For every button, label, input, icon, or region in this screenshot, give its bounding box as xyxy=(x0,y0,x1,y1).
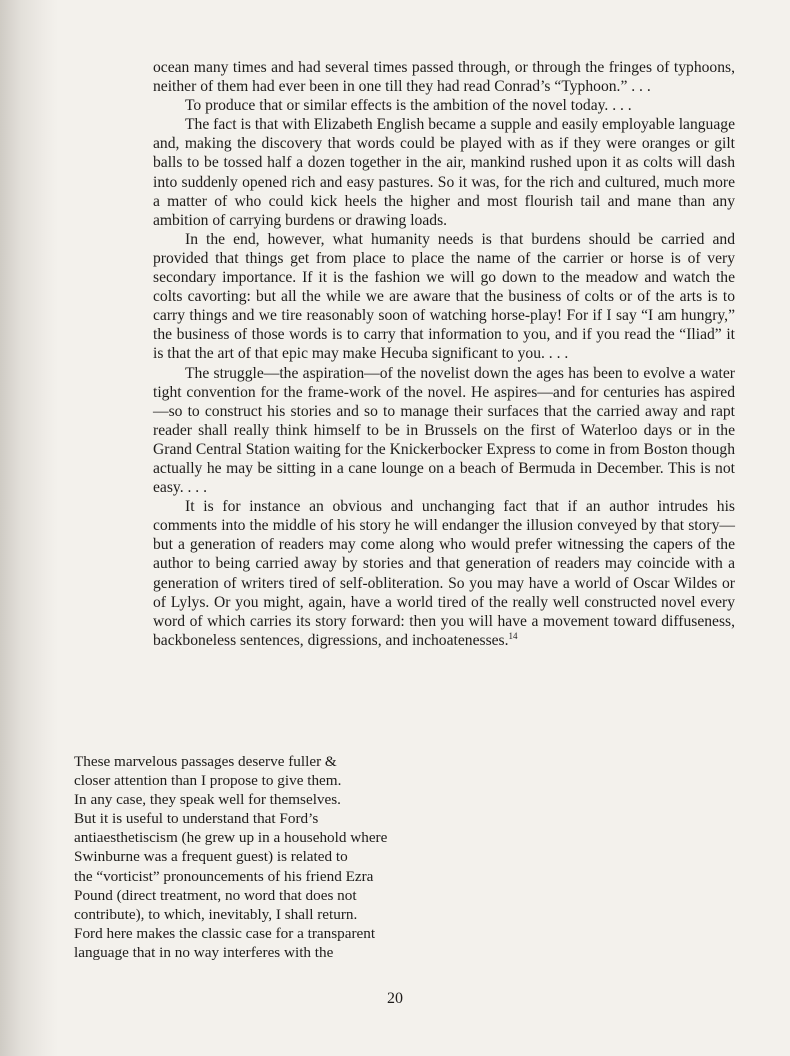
commentary-line: language that in no way interferes with the xyxy=(74,943,334,961)
quote-paragraph-text: It is for instance an obvious and unchanging fact that if an author intrudes his comments into the middle of his story he will endanger the illusion conveyed by that story—but a generation of readers may come along who would prefer witnessing the capers of the author to being carried away by stories and that generation of readers may coincide with a generation of writers tired of self-obliteration. So you may have a world of Oscar Wildes or of Lylys. Or you might, again, have a world tired of the really well constructed novel every word of which carries its story forward: then you will have a movement toward diffuseness, backboneless sentences, digressions, and inchoatenesses. xyxy=(153,498,735,649)
binding-gutter-shadow xyxy=(0,0,58,1056)
quote-paragraph: To produce that or similar effects is the ambition of the novel today. . . . xyxy=(185,97,632,115)
quote-paragraph: In the end, however, what humanity needs is that burdens should be carried and provided that things get from place to place the name of the carrier or horse is of very secondary importance. If it is the fashion we will go down to the meadow and watch the colts cavorting: but all the while we are aware that the business of colts or of the arts is to carry things and we tire reasonably soon of watching horse-play! For if I say “I am hungry,” the business of those words is to carry that information to you, and if you read the “Iliad” it is that the art of that epic may make Hecuba significant to you. . . . xyxy=(153,230,735,363)
quote-paragraph-last xyxy=(153,497,735,650)
commentary-text xyxy=(74,752,434,962)
quote-paragraph: The fact is that with Elizabeth English became a supple and easily employable language and, making the discovery that words could be played with as if they were oranges or gilt balls to be tossed half a dozen together in the air, mankind rushed upon it as colts will dash into suddenly opened rich and easy pastures. So it was, for the rich and cultured, much more a matter of who could kick heels the higher and most flourish tail and mane than any ambition of carrying burdens or drawing loads. xyxy=(153,116,735,229)
commentary-line: contribute), to which, inevitably, I shall return. xyxy=(74,905,358,923)
block-quotation xyxy=(153,58,735,650)
quote-paragraph: The struggle—the aspiration—of the novelist down the ages has been to evolve a water tight convention for the frame-work of the novel. He aspires—and for centuries has aspired—so to construct his stories and so to manage their surfaces that the carried away and rapt reader shall really think himself to be in Brussels on the first of Waterloo days or in the Grand Central Station waiting for the Knickerbocker Express to come in from Boston though actually he may be sitting in a cane lounge on a beach of Bermuda in December. This is not easy. . . . xyxy=(153,364,735,497)
commentary-line: the “vorticist” pronouncements of his friend Ezra xyxy=(74,867,374,885)
footnote-marker: 14 xyxy=(508,630,518,641)
commentary-line: antiaesthetiscism (he grew up in a household where xyxy=(74,829,388,847)
commentary-line: Pound (direct treatment, no word that does not xyxy=(74,886,357,904)
commentary-line: In any case, they speak well for themselves. xyxy=(74,791,341,809)
page-number: 20 xyxy=(387,990,403,1007)
commentary-line: These marvelous passages deserve fuller & xyxy=(74,753,337,770)
commentary-line: But it is useful to understand that Ford’s xyxy=(74,810,319,828)
commentary-line: closer attention than I propose to give them. xyxy=(74,772,342,790)
quote-paragraph: ocean many times and had several times passed through, or through the fringes of typhoons, neither of them had ever been in one till they had read Conrad’s “Typhoon.” . . . xyxy=(153,59,735,96)
commentary-line: Swinburne was a frequent guest) is related to xyxy=(74,848,348,866)
commentary-line: Ford here makes the classic case for a transparent xyxy=(74,924,376,942)
